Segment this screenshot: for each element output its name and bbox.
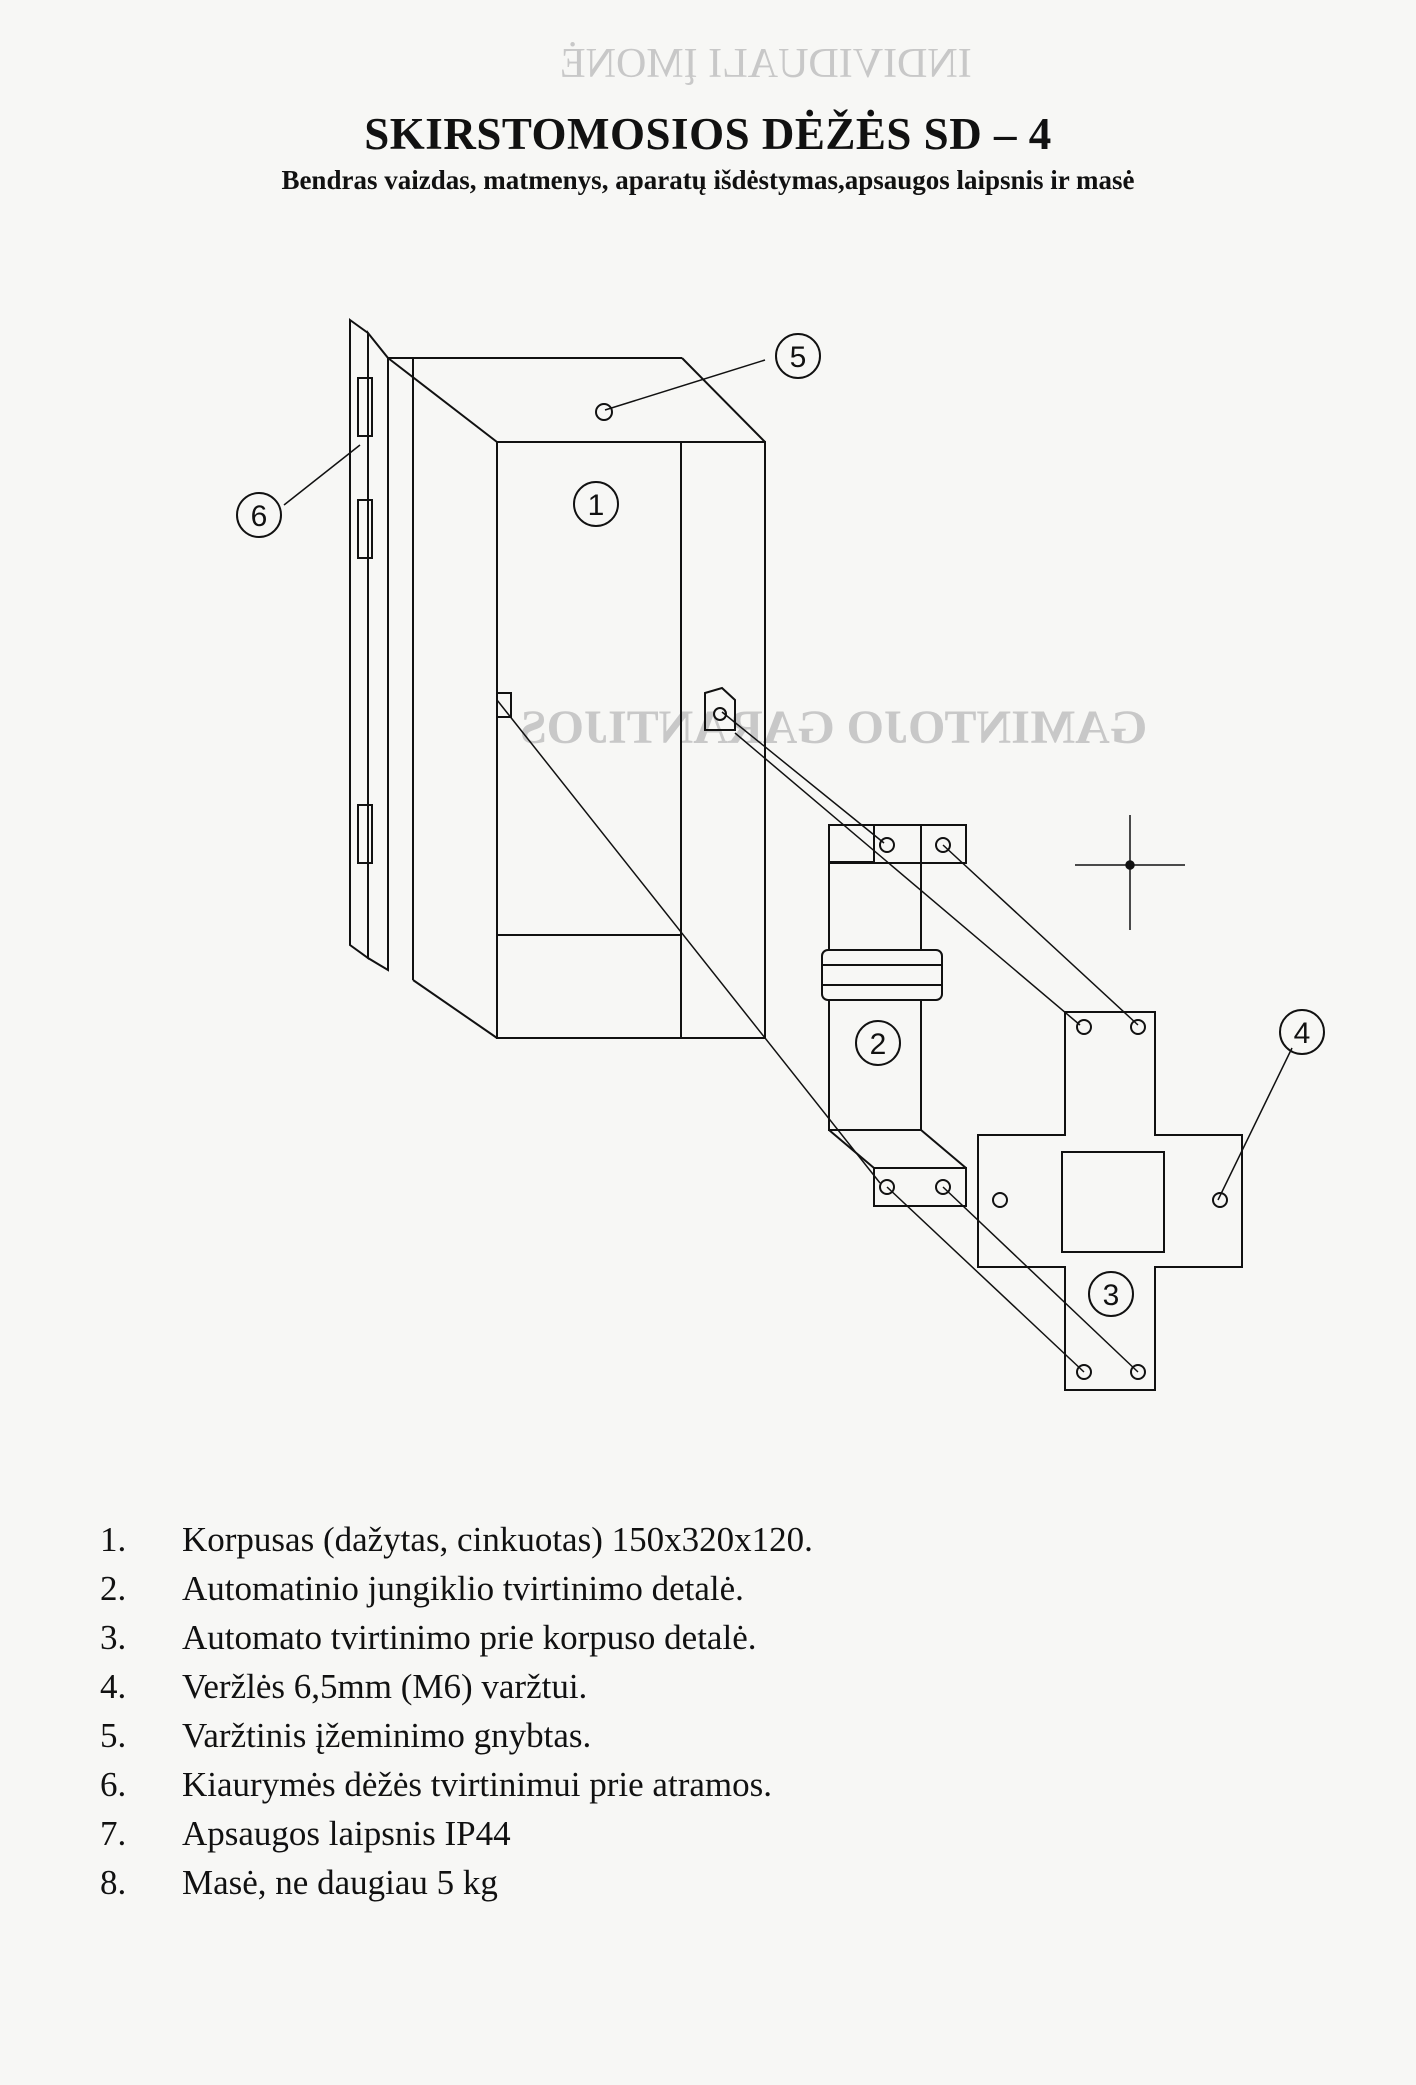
specification-list <box>100 1515 813 1907</box>
callout-2-label: 2 <box>869 1028 887 1061</box>
mounting-plate <box>978 1012 1242 1390</box>
list-item: 3. Automato tvirtinimo prie korpuso detalė. <box>100 1618 757 1657</box>
callout-5-label: 5 <box>789 341 807 374</box>
assembly-lines <box>497 540 1138 1372</box>
box-body <box>388 358 765 1038</box>
callout-leaders <box>284 360 1292 1200</box>
callout-1-label: 1 <box>587 489 605 522</box>
list-item: 1. Korpusas (dažytas, cinkuotas) 150x320x120. <box>100 1520 813 1559</box>
crosshair-mark <box>1075 815 1185 930</box>
callout-3 <box>1089 1272 1133 1316</box>
callout-2 <box>856 1021 900 1065</box>
list-item: 5. Varžtinis įžeminimo gnybtas. <box>100 1716 592 1755</box>
show-through-text: GAMINTOJO GARANTIJOS <box>520 701 1148 754</box>
list-item: 8. Masė, ne daugiau 5 kg <box>100 1863 498 1902</box>
list-item: 7. Apsaugos laipsnis IP44 <box>100 1814 511 1853</box>
mounting-rail <box>350 320 388 970</box>
list-item: 2. Automatinio jungiklio tvirtinimo detalė. <box>100 1569 744 1608</box>
page-title: SKIRSTOMOSIOS DĖŽĖS SD – 4 <box>364 109 1052 159</box>
list-item: 4. Veržlės 6,5mm (M6) varžtui. <box>100 1667 588 1706</box>
callout-6 <box>237 493 281 537</box>
callout-1 <box>574 482 618 526</box>
callout-5 <box>776 334 820 378</box>
list-item: 6. Kiaurymės dėžės tvirtinimui prie atramos. <box>100 1765 772 1804</box>
page-subtitle: Bendras vaizdas, matmenys, aparatų išdėstymas,apsaugos laipsnis ir masė <box>281 165 1135 195</box>
callout-4 <box>1280 1010 1324 1054</box>
show-through-text: INDIVIDUALI ĮMONĖ <box>560 41 972 87</box>
callout-3-label: 3 <box>1102 1279 1120 1312</box>
callout-6-label: 6 <box>250 500 268 533</box>
callout-4-label: 4 <box>1293 1017 1311 1050</box>
din-rail-bracket <box>822 825 966 1206</box>
